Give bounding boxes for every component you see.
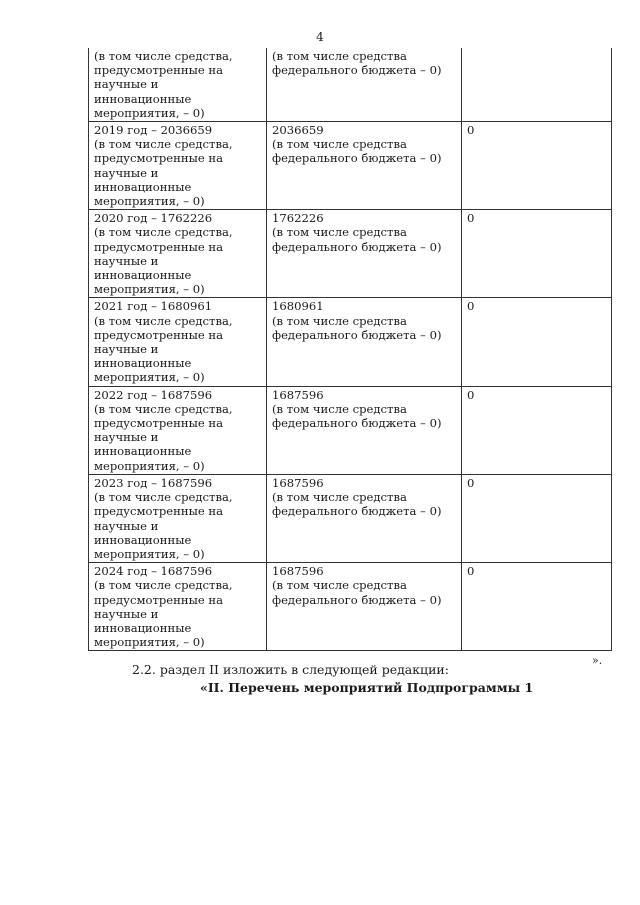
table-row: [89, 122, 612, 210]
table-row: [89, 298, 612, 386]
section-title: «II. Перечень мероприятий Подпрограммы 1: [200, 680, 534, 695]
year-total-cell: 2019 год – 2036659 (в том числе средства, предусмотренные на научные и инновационные мероприятия, – 0): [89, 122, 267, 210]
table-row: [89, 474, 612, 562]
year-total-cell: 2023 год – 1687596 (в том числе средства, предусмотренные на научные и инновационные мероприятия, – 0): [89, 474, 267, 562]
federal-budget-cell: 1680961 (в том числе средства федерального бюджета – 0): [267, 298, 462, 386]
table-row: [89, 210, 612, 298]
other-sources-cell: 0: [462, 386, 612, 474]
year-total-cell: 2020 год – 1762226 (в том числе средства, предусмотренные на научные и инновационные мероприятия, – 0): [89, 210, 267, 298]
other-sources-cell: 0: [462, 210, 612, 298]
federal-budget-cell: 1687596 (в том числе средства федерального бюджета – 0): [267, 386, 462, 474]
table-row: [89, 386, 612, 474]
federal-budget-cell: 1687596 (в том числе средства федерального бюджета – 0): [267, 563, 462, 651]
amendment-text: 2.2. раздел II изложить в следующей редакции:: [132, 662, 449, 677]
closing-quote: ».: [592, 654, 603, 667]
other-sources-cell: 0: [462, 122, 612, 210]
table-row: [89, 48, 612, 122]
year-total-cell: 2024 год – 1687596 (в том числе средства, предусмотренные на научные и инновационные мероприятия, – 0): [89, 563, 267, 651]
year-total-cell: (в том числе средства, предусмотренные на научные и инновационные мероприятия, – 0): [89, 48, 267, 122]
federal-budget-cell: 1687596 (в том числе средства федерального бюджета – 0): [267, 474, 462, 562]
federal-budget-cell: 1762226 (в том числе средства федерального бюджета – 0): [267, 210, 462, 298]
federal-budget-cell: 2036659 (в том числе средства федерального бюджета – 0): [267, 122, 462, 210]
year-total-cell: 2021 год – 1680961 (в том числе средства, предусмотренные на научные и инновационные мероприятия, – 0): [89, 298, 267, 386]
federal-budget-cell: (в том числе средства федерального бюджета – 0): [267, 48, 462, 122]
other-sources-cell: 0: [462, 298, 612, 386]
year-total-cell: 2022 год – 1687596 (в том числе средства, предусмотренные на научные и инновационные мероприятия, – 0): [89, 386, 267, 474]
page-number: 4: [316, 30, 324, 44]
table-row: [89, 563, 612, 651]
other-sources-cell: 0: [462, 563, 612, 651]
funding-table: [88, 48, 612, 651]
other-sources-cell: 0: [462, 474, 612, 562]
other-sources-cell: [462, 48, 612, 122]
